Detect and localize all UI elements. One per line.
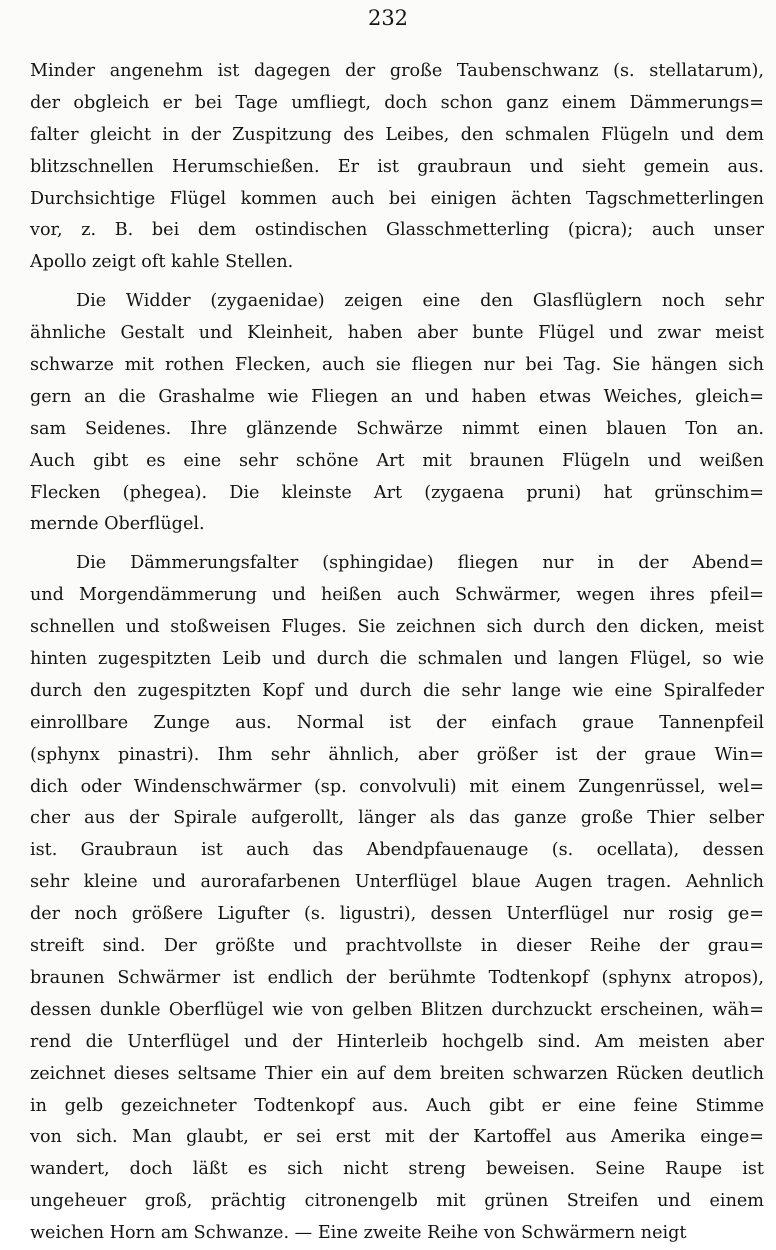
text-line: streift sind. Der größte und prachtvollste in dieser Reihe der grau=	[30, 936, 764, 957]
paragraph-gap	[30, 541, 764, 548]
text-line: rend die Unterflügel und der Hinterleib hochgelb sind. Am meisten aber	[30, 1031, 764, 1052]
text-line: schwarze mit rothen Flecken, auch sie fliegen nur bei Tag. Sie hängen sich	[30, 355, 764, 376]
text-line: vor, z. B. bei dem ostindischen Glasschmetterling (picra); auch unser	[30, 220, 764, 241]
text-line: Die Widder (zygaenidae) zeigen eine den Glasflüglern noch sehr	[76, 291, 764, 312]
text-line: der noch größere Ligufter (s. ligustri), dessen Unterflügel nur rosig ge=	[30, 904, 764, 925]
text-line: Die Dämmerungsfalter (sphingidae) fliegen nur in der Abend=	[76, 553, 764, 574]
text-line: falter gleicht in der Zuspitzung des Leibes, den schmalen Flügeln und dem	[30, 124, 764, 145]
text-line: ist. Graubraun ist auch das Abendpfauenauge (s. ocellata), dessen	[30, 840, 764, 861]
text-line: ungeheuer groß, prächtig citronengelb mit grünen Streifen und einem	[30, 1191, 764, 1212]
paragraph-1	[30, 56, 764, 279]
text-line: braunen Schwärmer ist endlich der berühmte Todtenkopf (sphynx atropos),	[30, 967, 764, 988]
text-line: dich oder Windenschwärmer (sp. convolvuli) mit einem Zungenrüssel, wel=	[30, 776, 764, 797]
paragraph-gap	[30, 279, 764, 286]
text-line: durch den zugespitzten Kopf und durch die sehr lange wie eine Spiralfeder	[30, 680, 764, 701]
text-line: Flecken (phegea). Die kleinste Art (zygaena pruni) hat grünschim=	[30, 482, 764, 503]
text-line: (sphynx pinastri). Ihm sehr ähnlich, aber größer ist der graue Win=	[30, 744, 764, 765]
paragraph-3	[30, 548, 764, 1250]
text-line: zeichnet dieses seltsame Thier ein auf dem breiten schwarzen Rücken deutlich	[30, 1063, 764, 1084]
text-line: gern an die Grashalme wie Fliegen an und haben etwas Weiches, gleich=	[30, 386, 764, 407]
text-line: der obgleich er bei Tage umfliegt, doch schon ganz einem Dämmerungs=	[30, 92, 764, 113]
text-line: schnellen und stoßweisen Fluges. Sie zeichnen sich durch den dicken, meist	[30, 617, 764, 638]
text-line: Minder angenehm ist dagegen der große Taubenschwanz (s. stellatarum),	[30, 61, 764, 81]
text-line: sam Seidenes. Ihre glänzende Schwärze nimmt einen blauen Ton an.	[30, 418, 764, 439]
text-line: weichen Horn am Schwanze. — Eine zweite Reihe von Schwärmern neigt	[30, 1223, 687, 1244]
page-number: 232	[367, 6, 409, 30]
text-line: hinten zugespitzten Leib und durch die schmalen und langen Flügel, so wie	[30, 649, 764, 670]
text-line: cher aus der Spirale aufgerollt, länger als das ganze große Thier selber	[30, 808, 764, 829]
text-line: einrollbare Zunge aus. Normal ist der einfach graue Tannenpfeil	[30, 712, 764, 733]
text-line: Apollo zeigt oft kahle Stellen.	[30, 252, 294, 273]
text-line: Auch gibt es eine sehr schöne Art mit braunen Flügeln und weißen	[30, 450, 764, 471]
text-line: sehr kleine und aurorafarbenen Unterflügel blaue Augen tragen. Aehnlich	[30, 872, 764, 893]
text-line: Durchsichtige Flügel kommen auch bei einigen ächten Tagschmetterlingen	[30, 188, 764, 209]
text-line: von sich. Man glaubt, er sei erst mit der Kartoffel aus Amerika einge=	[30, 1127, 764, 1148]
text-line: ähnliche Gestalt und Kleinheit, haben aber bunte Flügel und zwar meist	[30, 323, 764, 344]
text-line: blitzschnellen Herumschießen. Er ist graubraun und sieht gemein aus.	[30, 156, 764, 177]
text-line: dessen dunkle Oberflügel wie von gelben Blitzen durchzuckt erscheinen, wäh=	[30, 999, 764, 1020]
text-line: in gelb gezeichneter Todtenkopf aus. Auch gibt er eine feine Stimme	[30, 1095, 764, 1116]
text-line: und Morgendämmerung und heißen auch Schwärmer, wegen ihres pfeil=	[30, 585, 764, 606]
paragraph-2	[30, 286, 764, 541]
body-text	[30, 56, 764, 1250]
text-line: mernde Oberflügel.	[30, 514, 205, 535]
text-line: wandert, doch läßt es sich nicht streng beweisen. Seine Raupe ist	[30, 1159, 764, 1180]
